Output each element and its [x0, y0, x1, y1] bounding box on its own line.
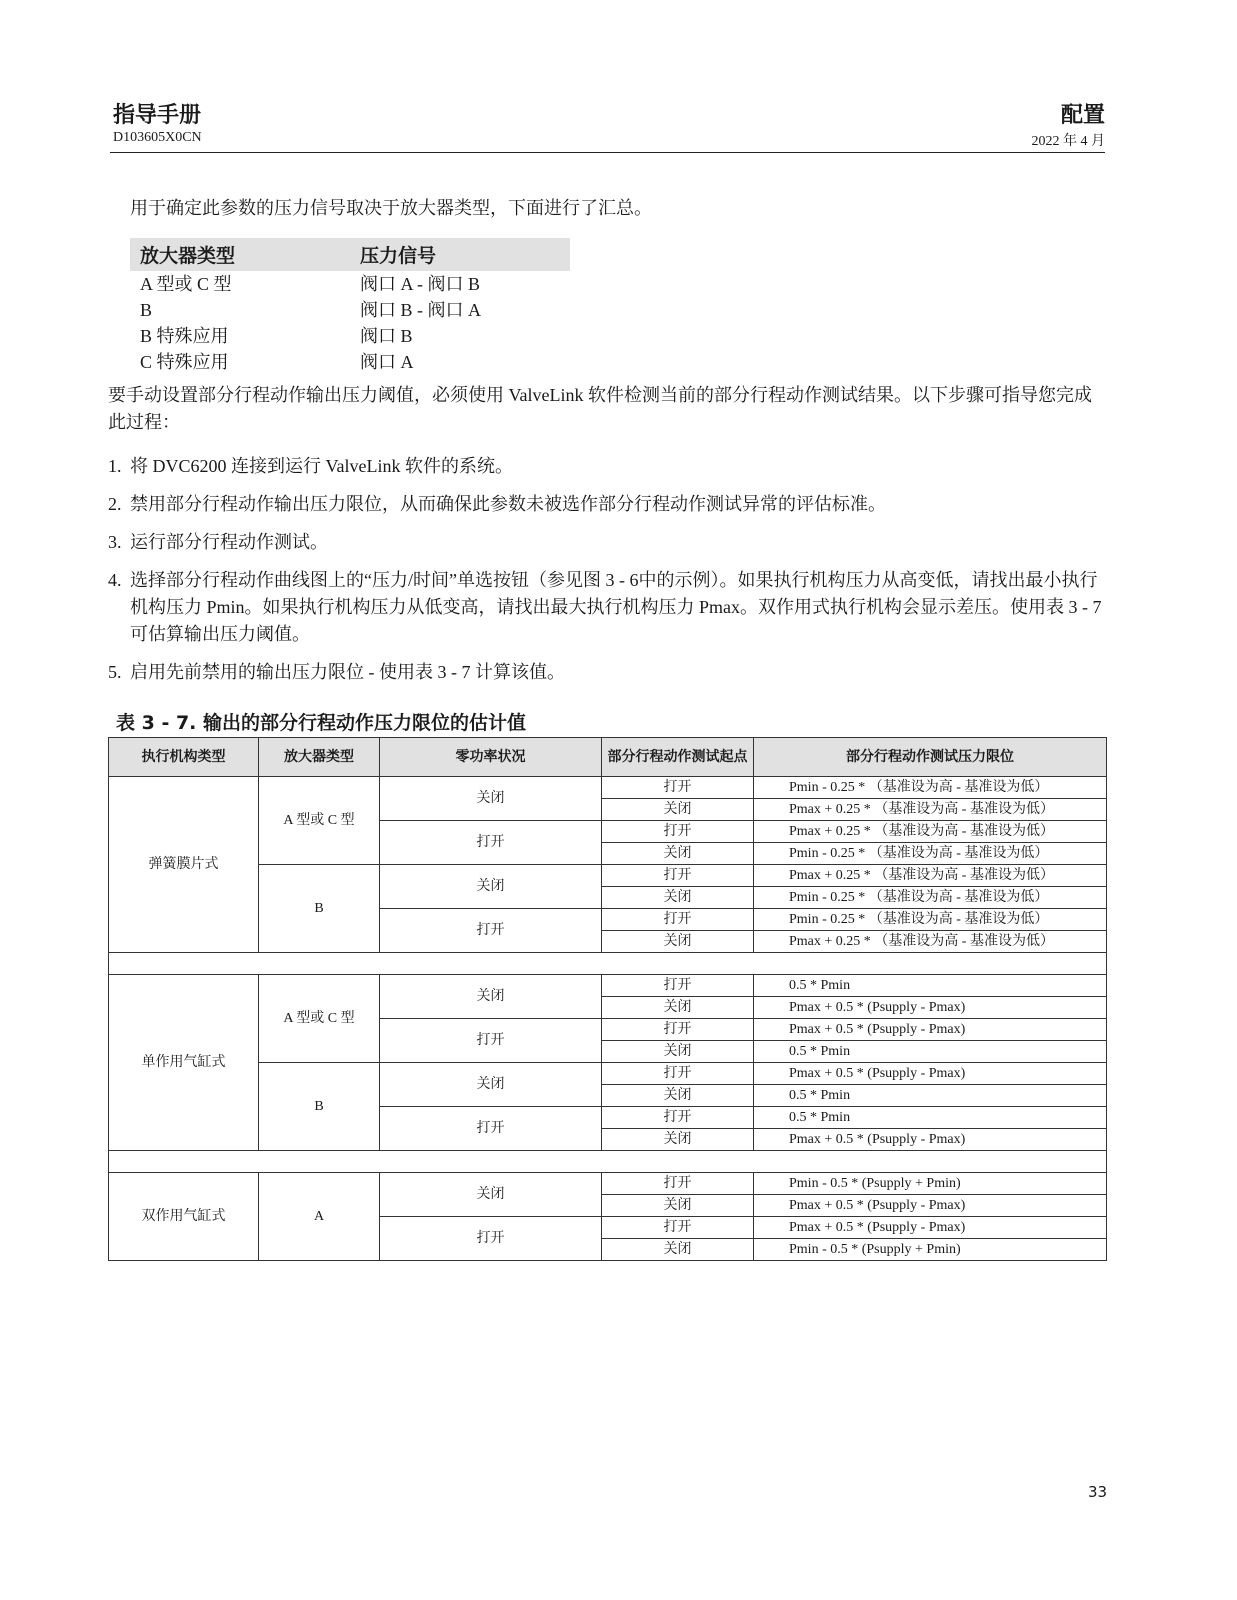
- step-text: 选择部分行程动作曲线图上的“压力/时间”单选按钮（参见图 3 ‑ 6中的示例）。如果执行机构压力从高变低，请找出最小执行机构压力 Pmin。如果执行机构压力从低变高，请找出最大执行机构压力 Pmax。双作用式执行机构会显示差压。使用表 3 ‑ 7 可估算输出压力阈值。: [130, 570, 1102, 644]
- test-start-cell: 关闭: [602, 1239, 754, 1261]
- zero-power-cell: 关闭: [380, 1063, 602, 1107]
- pressure-limit-cell: 0.5 * Pmin: [754, 1041, 1107, 1063]
- test-start-cell: 打开: [602, 1063, 754, 1085]
- table-row: [109, 865, 1107, 887]
- list-item: [108, 453, 1108, 480]
- test-start-cell: 打开: [602, 865, 754, 887]
- test-start-cell: 打开: [602, 777, 754, 799]
- list-item: [108, 529, 1108, 556]
- list-item: [108, 491, 1108, 518]
- spacer-cell: [109, 953, 1107, 975]
- test-start-cell: 关闭: [602, 931, 754, 953]
- pressure-limit-cell: Pmin - 0.25 * （基准设为高 - 基准设为低）: [754, 909, 1107, 931]
- header-rule: [110, 152, 1105, 153]
- pressure-limit-cell: Pmax + 0.5 * (Psupply - Pmax): [754, 1063, 1107, 1085]
- pressure-limit-cell: Pmin - 0.5 * (Psupply + Pmin): [754, 1173, 1107, 1195]
- table-row: [130, 323, 570, 349]
- step-text: 禁用部分行程动作输出压力限位，从而确保此参数未被选作部分行程动作测试异常的评估标准。: [130, 494, 886, 514]
- spacer-cell: [109, 1151, 1107, 1173]
- pressure-limit-table: [108, 737, 1107, 1261]
- step-text: 运行部分行程动作测试。: [130, 532, 328, 552]
- amplifier-type-cell: B: [259, 865, 380, 953]
- table-cell: B 特殊应用: [140, 326, 229, 346]
- column-header: 放大器类型: [130, 238, 350, 271]
- table-row: [109, 975, 1107, 997]
- zero-power-cell: 打开: [380, 1107, 602, 1151]
- table-cell: 阀口 A - 阀口 B: [360, 274, 481, 294]
- test-start-cell: 打开: [602, 975, 754, 997]
- test-start-cell: 打开: [602, 1173, 754, 1195]
- pressure-limit-cell: Pmax + 0.5 * (Psupply - Pmax): [754, 997, 1107, 1019]
- zero-power-cell: 打开: [380, 1019, 602, 1063]
- amplifier-type-cell: B: [259, 1063, 380, 1151]
- table-row: [130, 271, 570, 297]
- test-start-cell: 关闭: [602, 997, 754, 1019]
- pressure-limit-cell: Pmax + 0.5 * (Psupply - Pmax): [754, 1129, 1107, 1151]
- pressure-limit-cell: Pmin - 0.5 * (Psupply + Pmin): [754, 1239, 1107, 1261]
- list-item: [108, 567, 1108, 648]
- zero-power-cell: 打开: [380, 909, 602, 953]
- spacer-row: [109, 1151, 1107, 1173]
- table-row: [130, 297, 570, 323]
- test-start-cell: 打开: [602, 1019, 754, 1041]
- list-item: [108, 659, 1108, 686]
- table-row: [130, 349, 570, 375]
- actuator-type-cell: 弹簧膜片式: [109, 777, 259, 953]
- table-row: [109, 1063, 1107, 1085]
- table-cell: B: [140, 300, 153, 320]
- intro-paragraph: 用于确定此参数的压力信号取决于放大器类型，下面进行了汇总。: [130, 198, 652, 218]
- actuator-type-cell: 单作用气缸式: [109, 975, 259, 1151]
- column-header: 执行机构类型: [109, 738, 259, 777]
- step-number: 3.: [108, 532, 122, 552]
- step-number: 5.: [108, 662, 122, 682]
- table-row: [109, 777, 1107, 799]
- zero-power-cell: 关闭: [380, 975, 602, 1019]
- test-start-cell: 关闭: [602, 1085, 754, 1107]
- section-title: 配置: [1060, 103, 1105, 128]
- test-start-cell: 关闭: [602, 843, 754, 865]
- zero-power-cell: 打开: [380, 1217, 602, 1261]
- pressure-limit-cell: Pmax + 0.5 * (Psupply - Pmax): [754, 1019, 1107, 1041]
- test-start-cell: 打开: [602, 821, 754, 843]
- test-start-cell: 关闭: [602, 1129, 754, 1151]
- pressure-limit-cell: Pmax + 0.25 * （基准设为高 - 基准设为低）: [754, 799, 1107, 821]
- actuator-type-cell: 双作用气缸式: [109, 1173, 259, 1261]
- test-start-cell: 关闭: [602, 887, 754, 909]
- table-cell: 阀口 B: [360, 326, 413, 346]
- amplifier-type-cell: A 型或 C 型: [259, 777, 380, 865]
- document-number: D103605X0CN: [113, 130, 202, 145]
- zero-power-cell: 关闭: [380, 777, 602, 821]
- table-cell: 阀口 B - 阀口 A: [360, 300, 481, 320]
- pressure-limit-cell: Pmax + 0.5 * (Psupply - Pmax): [754, 1217, 1107, 1239]
- pressure-limit-cell: Pmin - 0.25 * （基准设为高 - 基准设为低）: [754, 843, 1107, 865]
- test-start-cell: 关闭: [602, 799, 754, 821]
- pressure-limit-cell: Pmax + 0.25 * （基准设为高 - 基准设为低）: [754, 931, 1107, 953]
- zero-power-cell: 关闭: [380, 1173, 602, 1217]
- pressure-limit-cell: Pmin - 0.25 * （基准设为高 - 基准设为低）: [754, 777, 1107, 799]
- header-title: 指导手册: [113, 103, 202, 128]
- step-text: 启用先前禁用的输出压力限位 - 使用表 3 ‑ 7 计算该值。: [130, 662, 565, 682]
- pressure-limit-cell: 0.5 * Pmin: [754, 1085, 1107, 1107]
- pressure-limit-cell: Pmin - 0.25 * （基准设为高 - 基准设为低）: [754, 887, 1107, 909]
- pressure-limit-cell: Pmax + 0.5 * (Psupply - Pmax): [754, 1195, 1107, 1217]
- test-start-cell: 打开: [602, 1217, 754, 1239]
- column-header: 部分行程动作测试起点: [602, 738, 754, 777]
- table-cell: 阀口 A: [360, 352, 414, 372]
- pressure-limit-cell: Pmax + 0.25 * （基准设为高 - 基准设为低）: [754, 865, 1107, 887]
- table-header-row: [130, 238, 570, 271]
- procedure-paragraph: 要手动设置部分行程动作输出压力阈值，必须使用 ValveLink 软件检测当前的部分行程动作测试结果。以下步骤可指导您完成此过程：: [108, 385, 1092, 432]
- pressure-limit-cell: 0.5 * Pmin: [754, 1107, 1107, 1129]
- pressure-limit-cell: Pmax + 0.25 * （基准设为高 - 基准设为低）: [754, 821, 1107, 843]
- step-number: 1.: [108, 456, 122, 476]
- step-number: 2.: [108, 494, 122, 514]
- step-number: 4.: [108, 570, 122, 590]
- test-start-cell: 关闭: [602, 1041, 754, 1063]
- table-cell: C 特殊应用: [140, 352, 229, 372]
- table-row: [109, 1173, 1107, 1195]
- table-caption: 表 3 ‑ 7. 输出的部分行程动作压力限位的估计值: [116, 712, 527, 734]
- page-number: 33: [1088, 1483, 1108, 1501]
- amplifier-type-cell: A 型或 C 型: [259, 975, 380, 1063]
- step-text: 将 DVC6200 连接到运行 ValveLink 软件的系统。: [130, 456, 513, 476]
- column-header: 放大器类型: [259, 738, 380, 777]
- test-start-cell: 关闭: [602, 1195, 754, 1217]
- spacer-row: [109, 953, 1107, 975]
- procedure-steps: [108, 453, 1108, 697]
- amplifier-signal-table: [130, 238, 570, 375]
- column-header: 零功率状况: [380, 738, 602, 777]
- amplifier-type-cell: A: [259, 1173, 380, 1261]
- test-start-cell: 打开: [602, 909, 754, 931]
- document-date: 2022 年 4 月: [1031, 134, 1105, 149]
- column-header: 压力信号: [350, 238, 570, 271]
- table-cell: A 型或 C 型: [140, 274, 232, 294]
- zero-power-cell: 打开: [380, 821, 602, 865]
- column-header: 部分行程动作测试压力限位: [754, 738, 1107, 777]
- test-start-cell: 打开: [602, 1107, 754, 1129]
- table-header-row: [109, 738, 1107, 777]
- pressure-limit-cell: 0.5 * Pmin: [754, 975, 1107, 997]
- zero-power-cell: 关闭: [380, 865, 602, 909]
